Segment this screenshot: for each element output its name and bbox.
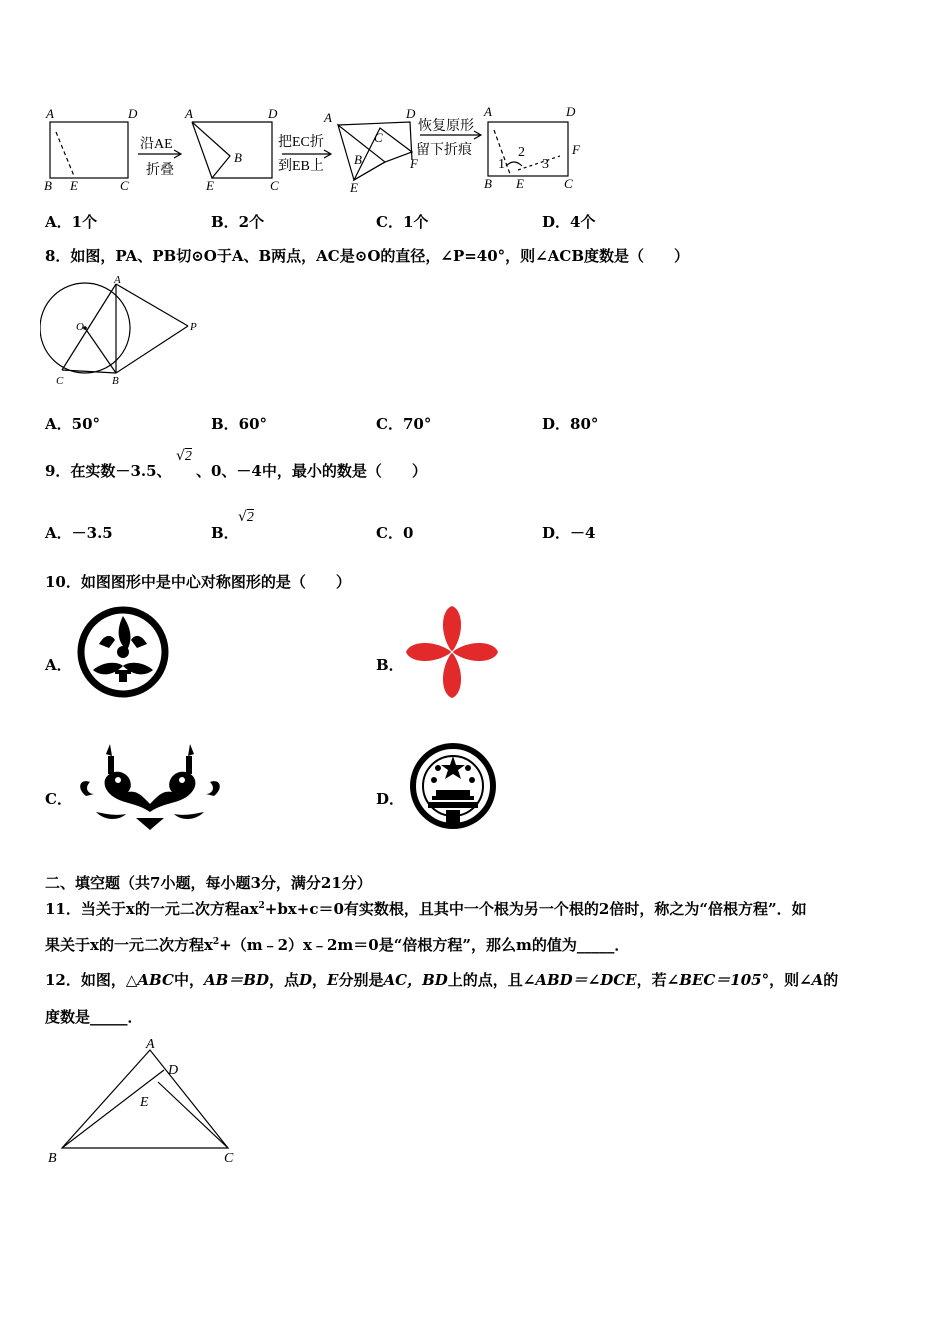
q9-sqrt-radicand: 2 — [184, 449, 192, 464]
q12-t3: ，点 — [269, 971, 300, 989]
q12-pt-D: D — [168, 1063, 179, 1078]
q7-angle-2: 2 — [518, 145, 525, 160]
q7-p4-F: F — [572, 142, 580, 157]
q9-option-b-sqrt: √2 — [238, 509, 254, 525]
q12-t2: 中， — [173, 971, 204, 989]
q9-option-a[interactable]: A．－3.5 — [45, 524, 113, 542]
q7-p3-E: E — [350, 180, 358, 195]
q11-line2-b: +（m﹣2）x﹣2m＝0是“倍根方程”，那么m的值为_____． — [219, 936, 630, 954]
q9-option-b-radicand: 2 — [246, 510, 254, 525]
q10-option-c[interactable]: C． — [45, 790, 72, 808]
q8-option-c[interactable]: C．70° — [376, 415, 432, 433]
q7-p3-B: B — [354, 152, 362, 167]
q8-question-text: 8．如图，PA、PB切⊙O于A、B两点，AC是⊙O的直径，∠P=40°，则∠ACB度数是（ ） — [45, 247, 689, 265]
q7-p2-C: C — [270, 178, 279, 193]
q9-question-text-a: 9．在实数－3.5、 — [45, 462, 172, 480]
q9-option-c[interactable]: C．0 — [376, 524, 414, 542]
q12-segment-bd — [62, 1070, 164, 1148]
q7-option-c[interactable]: C．1个 — [376, 213, 429, 231]
q7-angle-3: 3 — [542, 157, 549, 172]
q12-pt-C: C — [224, 1151, 234, 1166]
q10-option-c-image[interactable] — [76, 742, 224, 832]
q9-option-d[interactable]: D．－4 — [542, 524, 596, 542]
q10-option-b-image[interactable] — [403, 604, 501, 700]
q8-diameter-ac — [62, 284, 116, 370]
q9-option-b[interactable]: B． — [211, 524, 239, 542]
q7-p3-F: F — [410, 156, 418, 171]
q9-question-text-b: 、0、－4中，最小的数是（ ） — [196, 462, 427, 480]
q7-option-b[interactable]: B．2个 — [211, 213, 265, 231]
q11-line2-sup: 2 — [212, 937, 220, 947]
q12-triangle-figure — [40, 1036, 250, 1170]
q8-option-a[interactable]: A．50° — [45, 415, 101, 433]
q7-p3-A: A — [324, 110, 332, 125]
q12-pt-B: B — [48, 1151, 57, 1166]
q12-line1 — [45, 969, 838, 990]
q7-arrow1-top: 沿AE — [140, 137, 173, 152]
q7-panel1-crease — [56, 132, 74, 176]
q7-arrow3-bottom: 留下折痕 — [416, 143, 472, 158]
q12-ab-bd: AB＝BD — [203, 971, 269, 989]
q7-p2-B: B — [234, 150, 242, 165]
q11-line2 — [45, 934, 629, 955]
q7-p4-B: B — [484, 176, 492, 191]
q12-abd: ABD＝∠DCE — [535, 971, 637, 989]
q7-p4-A: A — [484, 104, 492, 119]
q8-option-d[interactable]: D．80° — [542, 415, 599, 433]
q8-pt-B: B — [112, 375, 119, 387]
q12-a: A — [811, 971, 824, 989]
q12-t4: 分别是 — [338, 971, 384, 989]
q10-option-a[interactable]: A． — [45, 656, 72, 674]
q11-line1 — [45, 898, 807, 919]
q12-t6: ，若∠ — [636, 971, 680, 989]
q7-pt-E: E — [70, 178, 78, 193]
q11-line1-a: 11．当关于x的一元二次方程ax — [45, 900, 259, 918]
q7-pt-B: B — [44, 178, 52, 193]
q12-t8: 的 — [823, 971, 839, 989]
q10-option-d-image[interactable] — [408, 738, 498, 834]
q8-option-b[interactable]: B．60° — [211, 415, 268, 433]
q10-option-a-image[interactable] — [75, 604, 171, 700]
q7-p2-A: A — [185, 106, 193, 121]
q7-p3-D: D — [406, 106, 416, 121]
section2-heading: 二、填空题（共7小题，每小题3分，满分21分） — [45, 874, 372, 892]
q10-question-text: 10．如图图形中是中心对称图形的是（ ） — [45, 573, 351, 591]
q8-pt-C: C — [56, 375, 64, 387]
q7-option-a[interactable]: A．1个 — [45, 213, 98, 231]
q7-p2-D: D — [268, 106, 278, 121]
q12-line2: 度数是_____． — [45, 1008, 143, 1026]
q11-line1-sup: 2 — [258, 901, 265, 911]
q12-abc: ABC — [137, 971, 174, 989]
q7-folding-figure — [40, 100, 600, 196]
q10-option-d[interactable]: D． — [376, 790, 405, 808]
q7-p4-E: E — [516, 176, 524, 191]
q7-arrow1-bottom: 折叠 — [146, 163, 174, 178]
q12-d: D — [299, 971, 313, 989]
q9-sqrt-symbol: √2 — [176, 448, 192, 464]
q12-bec: BEC＝105° — [679, 971, 770, 989]
q8-circle-tangent-figure — [40, 274, 205, 390]
q12-pt-E: E — [140, 1095, 149, 1110]
q12-ac-bd: AC，BD — [383, 971, 448, 989]
q11-line2-a: 果关于x的一元二次方程x — [45, 936, 213, 954]
q8-pt-P: P — [190, 321, 197, 333]
q7-arrow2-bottom: 到EB上 — [278, 159, 324, 174]
q7-p2-E: E — [206, 178, 214, 193]
q12-comma: ， — [312, 971, 328, 989]
q11-line1-b: +bx+c＝0有实数根，且其中一个根为另一个根的2倍时，称之为“倍根方程”．如 — [264, 900, 807, 918]
q7-option-d[interactable]: D．4个 — [542, 213, 596, 231]
q7-arrow2-top: 把EC折 — [278, 135, 324, 150]
q12-t1: 12．如图，△ — [45, 971, 138, 989]
q7-p4-D: D — [566, 104, 576, 119]
q12-segment-ce — [158, 1082, 228, 1148]
q7-p3-C: C — [374, 130, 383, 145]
q7-p4-C: C — [564, 176, 573, 191]
q7-pt-A: A — [46, 106, 54, 121]
q10-option-b[interactable]: B． — [376, 656, 404, 674]
q7-arrow3-top: 恢复原形 — [418, 119, 474, 134]
q8-pt-A: A — [114, 274, 121, 286]
q12-e: E — [327, 971, 339, 989]
q7-angle-1: 1 — [498, 157, 505, 172]
q7-panel1-rect — [50, 122, 128, 178]
q7-pt-C: C — [120, 178, 129, 193]
q12-t5: 上的点，且∠ — [447, 971, 536, 989]
q12-pt-A: A — [146, 1037, 155, 1052]
q7-pt-D: D — [128, 106, 138, 121]
q8-pt-O: O — [76, 321, 84, 333]
q8-tangent-pa — [116, 284, 188, 326]
q8-tangent-pb — [116, 326, 188, 373]
q12-t7: ，则∠ — [769, 971, 812, 989]
